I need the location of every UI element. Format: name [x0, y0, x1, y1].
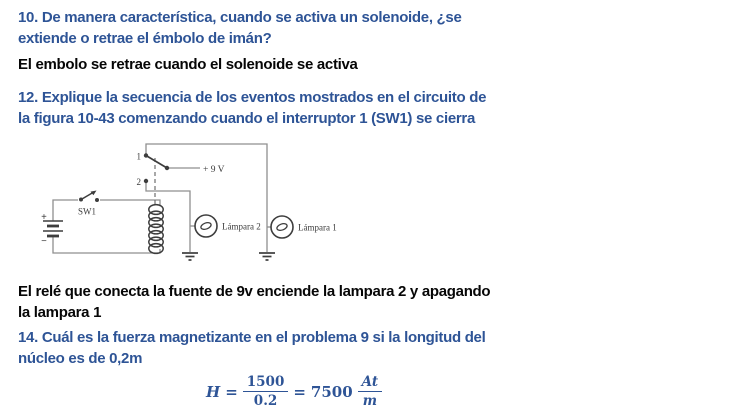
magnetizing-force-formula [206, 374, 382, 409]
formula-denominator-1: 0.2 [253, 393, 278, 410]
formula-fraction-1 [243, 374, 289, 409]
question-14-line2: núcleo es de 0,2m [18, 350, 143, 367]
answer-12-text [18, 281, 490, 323]
battery-minus-label: − [41, 236, 47, 247]
relay-contact-1-label: 1 [136, 151, 141, 162]
formula-numerator-1: 1500 [243, 374, 289, 392]
lamp-1-label: Lámpara 1 [298, 222, 337, 233]
answer-12-line1: El relé que conecta la fuente de 9v enciende la lampara 2 y apagando [18, 283, 491, 300]
voltage-source-label: + 9 V [203, 165, 225, 175]
ground-symbol-lamp1 [259, 253, 275, 260]
question-10-line2: extiende o retrae el émbolo de imán? [18, 30, 272, 47]
switch-sw1-label: SW1 [78, 206, 96, 217]
formula-variable-h: H [206, 382, 221, 401]
formula-result: 7500 [310, 382, 353, 401]
lamp-2-symbol [195, 215, 217, 237]
lamp-2-label: Lámpara 2 [222, 221, 261, 232]
formula-equals-1: = [225, 382, 238, 401]
question-10-line1: 10. De manera característica, cuando se activa un solenoide, ¿se [18, 9, 462, 26]
formula-denominator-2: m [362, 393, 378, 410]
coil-symbol [149, 205, 163, 254]
battery-plus-label: + [41, 212, 47, 223]
question-10-heading [18, 7, 462, 49]
relay-contact-2-label: 2 [136, 177, 141, 187]
lamp-1-symbol [271, 216, 293, 238]
question-12-line2: la figura 10-43 comenzando cuando el interruptor 1 (SW1) se cierra [18, 110, 475, 127]
question-12-heading [18, 87, 486, 129]
battery-symbol [43, 221, 63, 236]
question-14-line1: 14. Cuál es la fuerza magnetizante en el problema 9 si la longitud del [18, 329, 486, 346]
formula-equals-2: = [293, 382, 306, 401]
ground-symbol-lamp2 [182, 253, 198, 260]
question-12-line1: 12. Explique la secuencia de los eventos mostrados en el circuito de [18, 89, 487, 106]
relay-contacts-symbol [144, 153, 169, 183]
wires [53, 144, 271, 253]
formula-fraction-2 [358, 374, 382, 409]
answer-10-line1: El embolo se retrae cuando el solenoide se activa [18, 56, 358, 73]
switch-sw1-symbol [79, 191, 99, 203]
formula-numerator-2: At [358, 374, 382, 392]
answer-12-line2: la lampara 1 [18, 304, 102, 321]
answer-10-text [18, 54, 358, 75]
circuit-diagram-figure-10-43 [30, 135, 370, 275]
question-14-heading [18, 327, 485, 369]
